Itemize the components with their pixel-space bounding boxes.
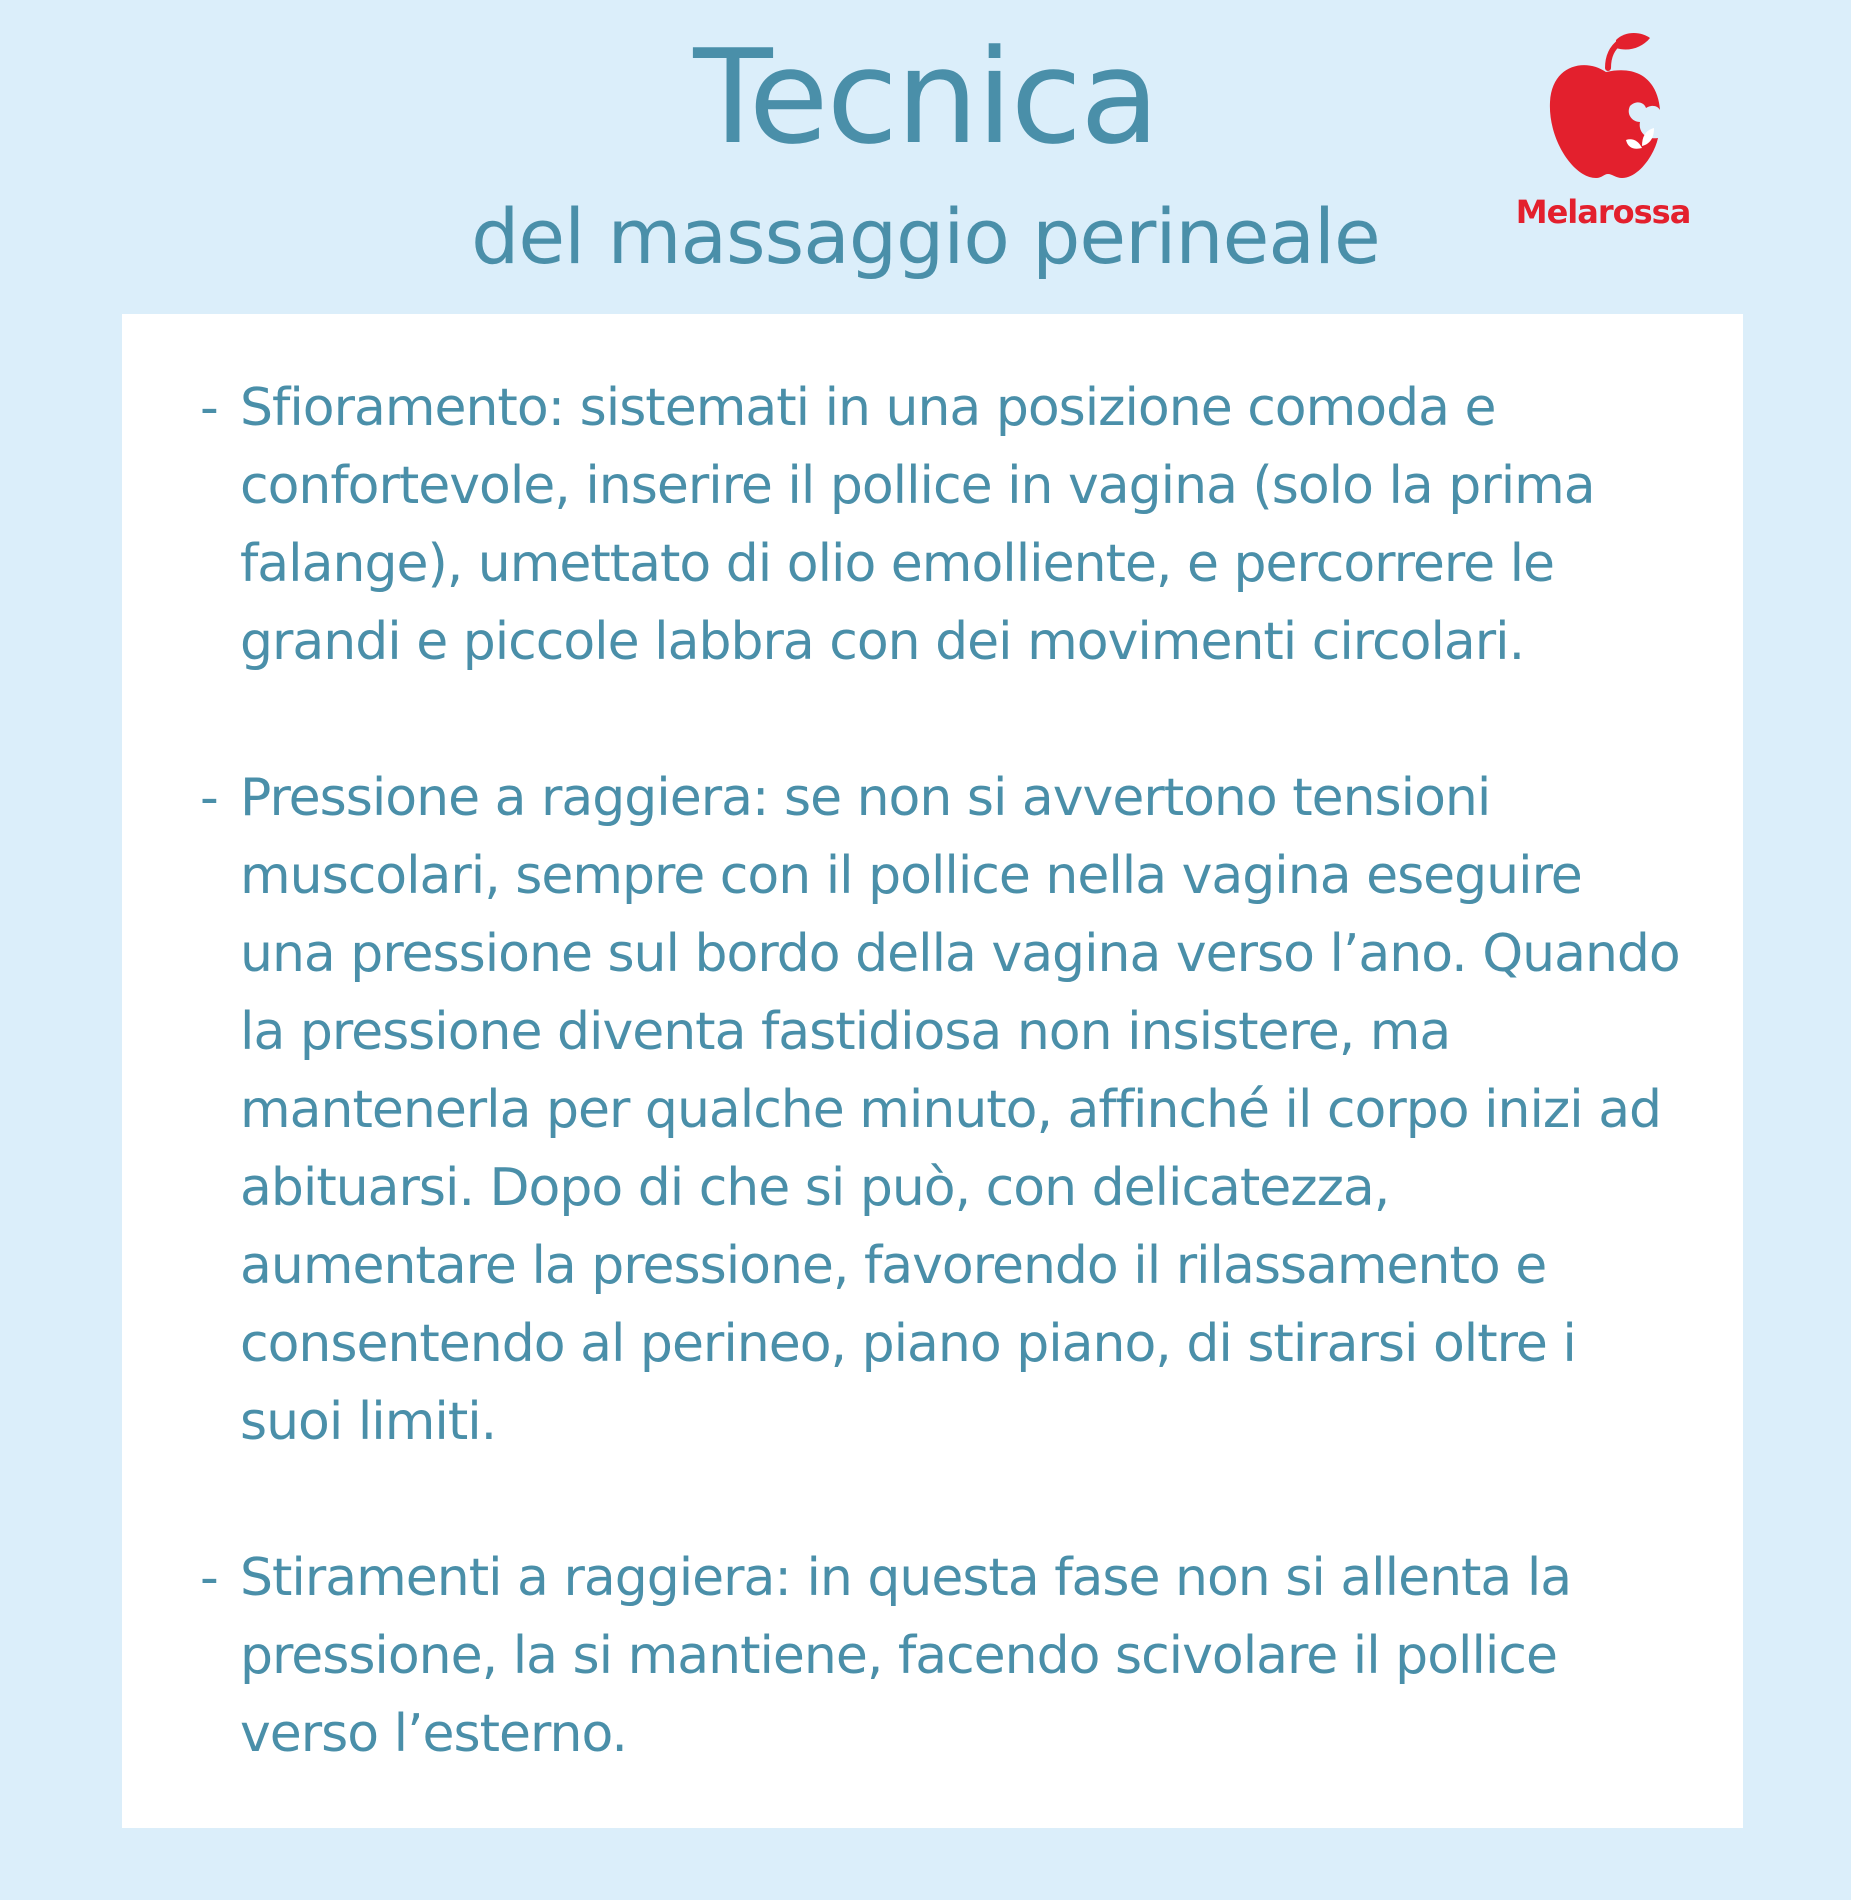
- logo-text: Melarossa: [1515, 193, 1691, 231]
- list-item: [200, 759, 1680, 1461]
- bullet-dash: -: [200, 768, 218, 828]
- apple-icon: [1546, 28, 1666, 188]
- technique-list: [200, 369, 1680, 1851]
- bullet-dash: -: [200, 378, 218, 438]
- item-text: Pressione a raggiera: se non si avvertono tensioni muscolari, sempre con il pollice nella vagina eseguire una pressione sul bordo della vagina verso l’ano. Quando la pressione diventa fastidiosa non insistere, ma mantenerla per qualche minuto, affinché il corpo inizi ad abituarsi. Dopo di che si può, con delicatezza, aumentare la pressione, favorendo il rilassamento e consentendo al perineo, piano piano, di stirarsi oltre i suoi limiti.: [240, 768, 1680, 1452]
- list-item: [200, 1539, 1680, 1773]
- page-subtitle: del massaggio perineale: [471, 192, 1380, 281]
- bullet-dash: -: [200, 1548, 218, 1608]
- page-title: Tecnica: [693, 21, 1158, 173]
- melarossa-logo: [1508, 28, 1698, 238]
- content-card: [122, 314, 1743, 1828]
- item-text: Stiramenti a raggiera: in questa fase non si allenta la pressione, la si mantiene, facendo scivolare il pollice verso l’esterno.: [240, 1548, 1572, 1764]
- item-text: Sfioramento: sistemati in una posizione comoda e confortevole, inserire il pollice in vagina (solo la prima falange), umettato di olio emolliente, e percorrere le grandi e piccole labbra con dei movimenti circolari.: [240, 378, 1595, 672]
- list-item: [200, 369, 1680, 681]
